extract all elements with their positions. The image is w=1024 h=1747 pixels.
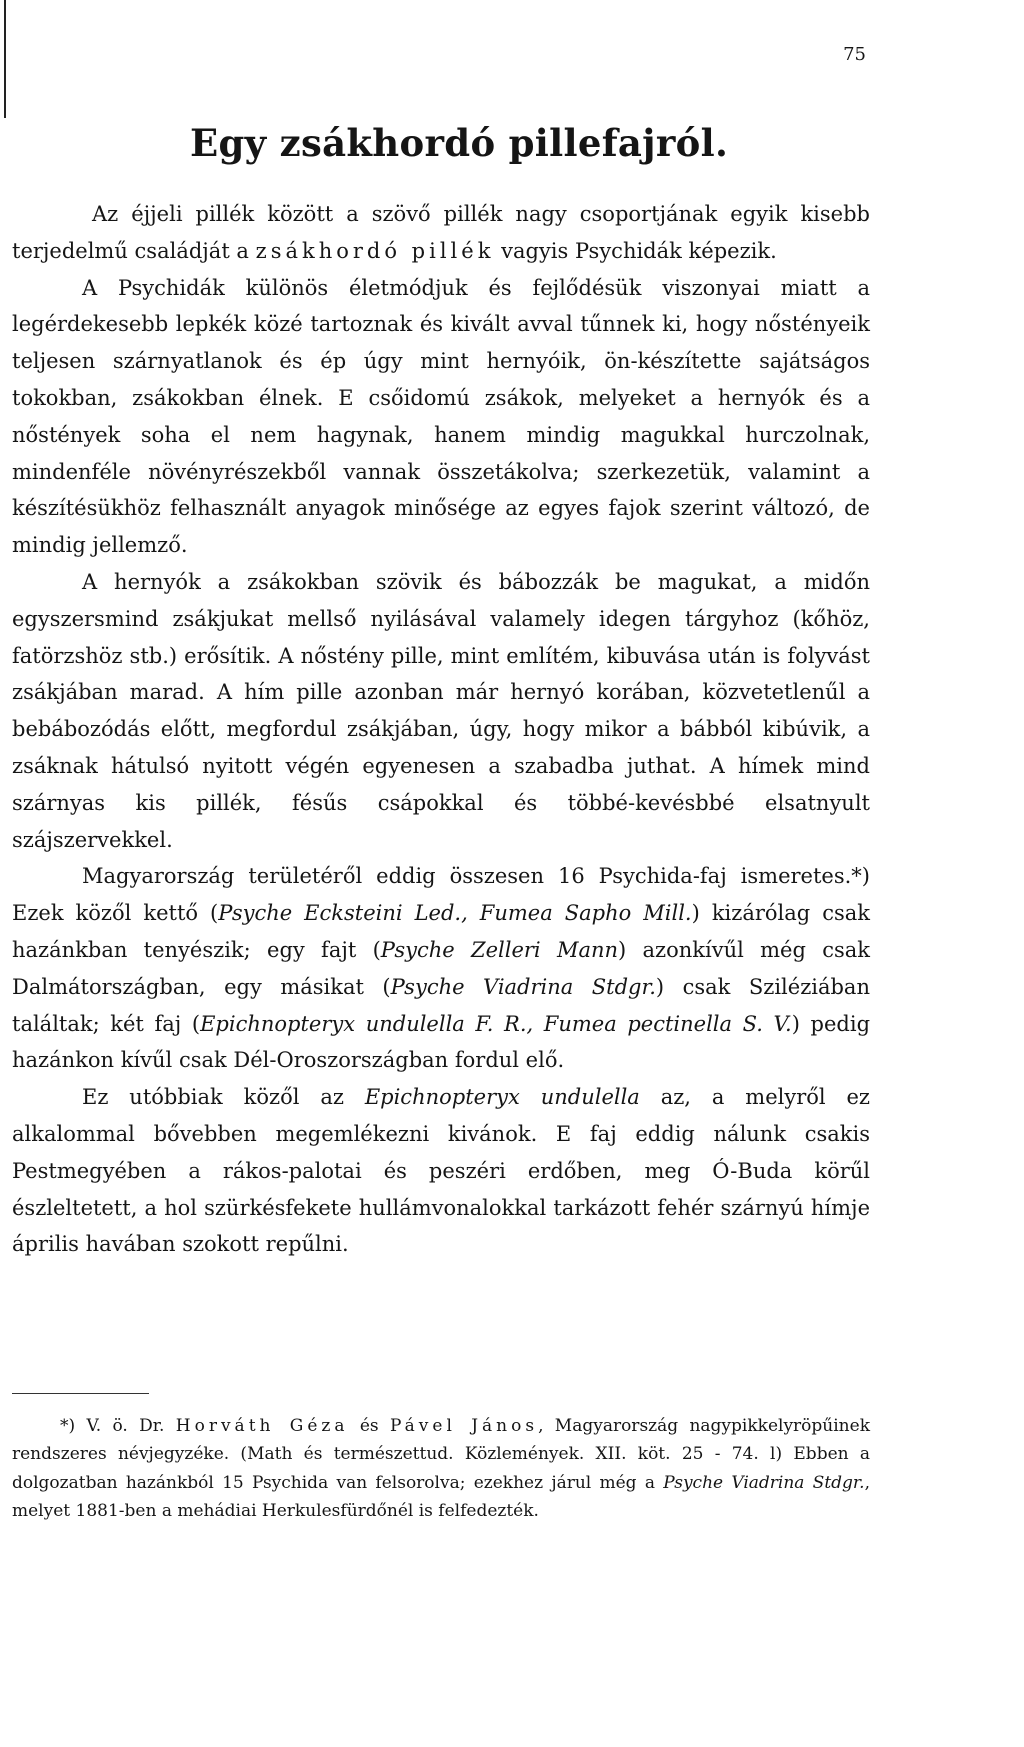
species-name-1: Psyche Ecksteini Led., Fumea Sapho Mill. xyxy=(218,901,692,926)
paragraph-intro-text: Az éjjeli pillék között a szövő pillék nagy csoportjának egyik kisebb terjedelmű családját a xyxy=(12,202,870,263)
species-text-5: ) pedig hazánkon kívűl csak Dél-Oroszországban fordul elő. xyxy=(12,1011,871,1073)
species-text-3: ) azonkívűl még csak Dalmátországban, egy másikat ( xyxy=(12,937,870,999)
footnote-text-4: , melyet 1881-ben a mehádiai Herkulesfürdőnél is felfedezték. xyxy=(12,1472,870,1522)
paragraph-undulella xyxy=(12,1079,870,1263)
footnote-divider xyxy=(12,1393,149,1394)
footnote-author-1: Horváth Géza xyxy=(175,1416,349,1436)
article-title: Egy zsákhordó pillefajról. xyxy=(190,121,729,165)
spaced-term: zsákhordó pillék xyxy=(255,238,495,263)
undulella-species-name: Epichnopteryx undulella xyxy=(364,1085,640,1110)
species-text-1: Magyarország területéről eddig összesen 16 Psychida-faj ismeretes.*) Ezek közől kettő ( xyxy=(12,864,870,926)
footnote-text-3: , Magyarország nagypikkelyröpűinek rendszeres névjegyzéke. (Math és természettud. Közlemények. XII. köt. 25 - 74. l) Ebben a dolgozatban hazánkból 15 Psychida van felsorolva; ezekhez járul még a xyxy=(12,1416,870,1493)
undulella-text-2: az, a melyről ez alkalommal bővebben megemlékezni kivánok. E faj eddig nálunk csakis Pestmegyében a rákos-palotai és peszéri erdőben, meg Ó-Buda körűl észleltetett, a hol szürkésfekete hullámvonalokkal tarkázott fehér szárnyú hímje április havában szokott repűlni. xyxy=(12,1085,870,1257)
article-body xyxy=(12,196,870,1263)
paragraph-species-list xyxy=(12,858,870,1079)
species-name-3: Psyche Viadrina Stdgr. xyxy=(390,974,656,999)
page-edge-rule xyxy=(4,0,6,118)
paragraph-pupation: A hernyók a zsákokban szövik és bábozzák be magukat, a midőn egyszersmind zsákjukat mellső nyilásával valamely idegen tárgyhoz (kőhöz, fatörzshöz stb.) erősítik. A nőstény pille, mint említém, kibuvása után is folyvást zsákjában marad. A hím pille azonban már hernyó korában, közvetetlenűl a bebábozódás előtt, megfordul zsákjában, úgy, hogy mikor a bábból kibúvik, a zsáknak hátulsó nyitott végén egyenesen a szabadba juthat. A hímek mind szárnyas kis pillék, fésűs csápokkal és többé-kevésbbé elsatnyult szájszervekkel. xyxy=(12,569,870,852)
species-name-4: Epichnopteryx undulella F. R., Fumea pectinella S. V. xyxy=(200,1011,792,1036)
species-name-2: Psyche Zelleri Mann xyxy=(380,937,619,962)
footnote-text-2: és xyxy=(348,1416,390,1436)
paragraph-intro-text-end: vagyis Psychidák képezik. xyxy=(494,238,777,263)
footnote-author-2: Pável János xyxy=(389,1416,539,1436)
species-text-2: ) kizárólag csak hazánkban tenyészik; egy fajt ( xyxy=(12,901,871,962)
footnote xyxy=(12,1412,870,1526)
footnote-text-1: *) V. ö. Dr. xyxy=(60,1416,176,1436)
species-text-4: ) csak Sziléziában találtak; két faj ( xyxy=(12,974,870,1036)
paragraph-life-habits: A Psychidák különös életmódjuk és fejlődésük viszonyai miatt a legérdekesebb lepkék közé tartoznak és kivált avval tűnnek ki, hogy nőstényeik teljesen szárnyatlanok és ép úgy mint hernyóik, ön-készítette sajátságos tokokban, zsákokban élnek. E csőidomú zsákok, melyeket a hernyók és a nőstények soha el nem hagynak, hanem mindig magukkal hurczolnak, mindenféle növényrészekből vannak összetákolva; szerkezetük, valamint a készítésükhöz felhasznált anyagok minősége az egyes fajok szerint változó, de mindig jellemző. xyxy=(12,275,870,558)
footnote-species-name: Psyche Viadrina Stdgr. xyxy=(663,1472,865,1493)
page-number: 75 xyxy=(843,44,866,65)
paragraph-intro xyxy=(12,196,870,270)
undulella-text-1: Ez utóbbiak közől az xyxy=(82,1085,365,1110)
